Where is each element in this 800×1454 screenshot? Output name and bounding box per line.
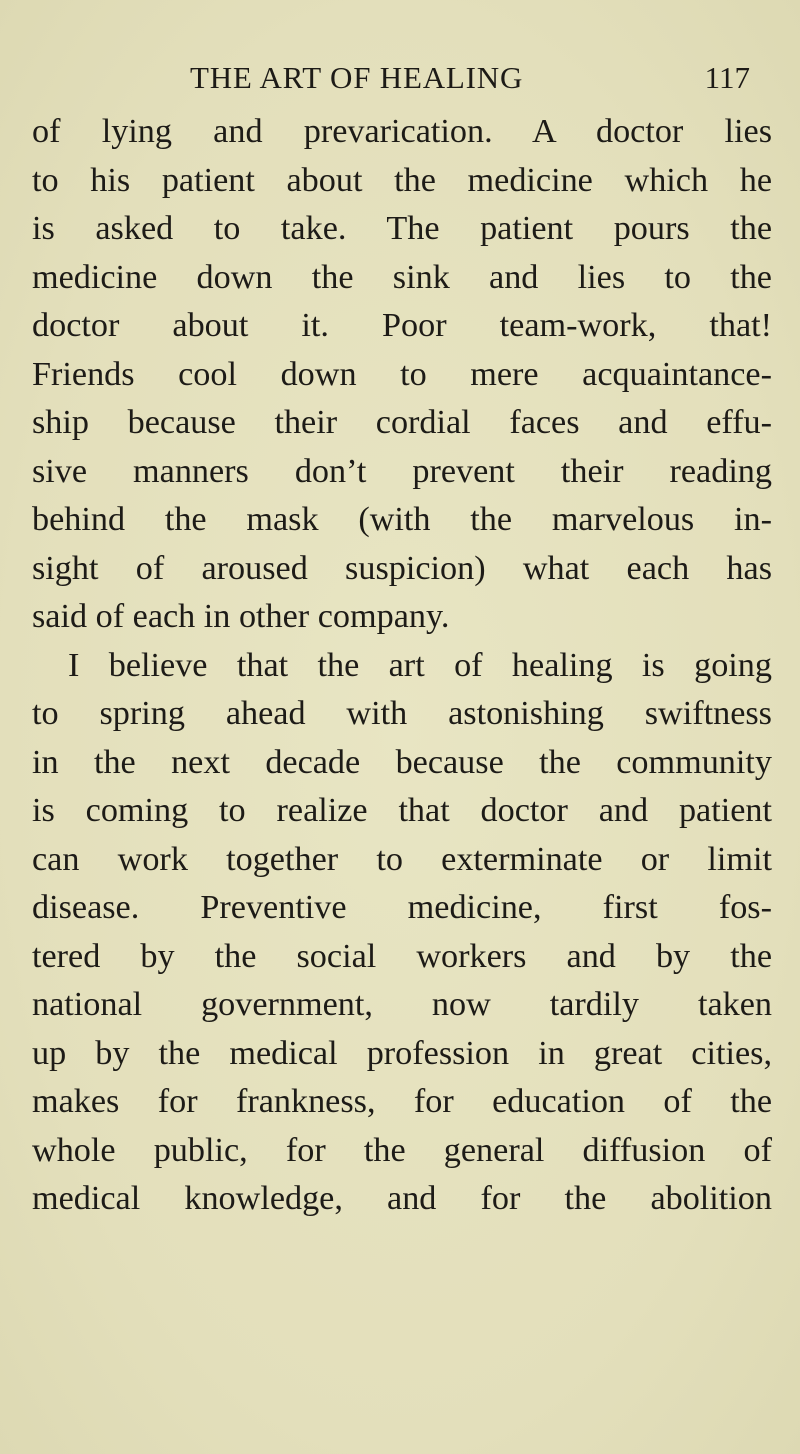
- page-number: 117: [704, 60, 750, 95]
- chapter-title: THE ART OF HEALING: [190, 60, 524, 95]
- text-line: ship because their cordial faces and effu-: [32, 404, 772, 441]
- text-line: tered by the social workers and by the: [32, 937, 772, 975]
- text-line: disease. Preventive medicine, first fos-: [32, 889, 772, 926]
- paragraph-2: [32, 642, 772, 1224]
- running-header: [190, 58, 750, 98]
- text-line: whole public, for the general diffusion of: [32, 1131, 772, 1169]
- text-line: of lying and prevarication. A doctor lies: [32, 113, 772, 150]
- text-line: I believe that the art of healing is going: [68, 646, 772, 684]
- text-line: can work together to exterminate or limit: [32, 840, 772, 878]
- text-line: sive manners don’t prevent their reading: [32, 452, 772, 490]
- text-line: said of each in other company.: [32, 598, 450, 635]
- text-line: to his patient about the medicine which he: [32, 161, 772, 199]
- text-line: in the next decade because the community: [32, 743, 772, 781]
- text-line: sight of aroused suspicion) what each has: [32, 549, 772, 587]
- text-line: Friends cool down to mere acquaintance-: [32, 355, 772, 393]
- text-line: behind the mask (with the marvelous in-: [32, 501, 772, 538]
- text-line: up by the medical profession in great cities,: [32, 1034, 772, 1072]
- text-line: is coming to realize that doctor and patient: [32, 792, 772, 829]
- text-line: medicine down the sink and lies to the: [32, 258, 772, 296]
- text-line: doctor about it. Poor team-work, that!: [32, 307, 772, 344]
- text-line: medical knowledge, and for the abolition: [32, 1180, 772, 1217]
- paragraph-1: [32, 108, 772, 642]
- text-line: is asked to take. The patient pours the: [32, 210, 772, 247]
- text-line: to spring ahead with astonishing swiftness: [32, 695, 772, 732]
- body-text: [32, 108, 772, 1224]
- text-line: makes for frankness, for education of the: [32, 1083, 772, 1120]
- text-line: national government, now tardily taken: [32, 986, 772, 1023]
